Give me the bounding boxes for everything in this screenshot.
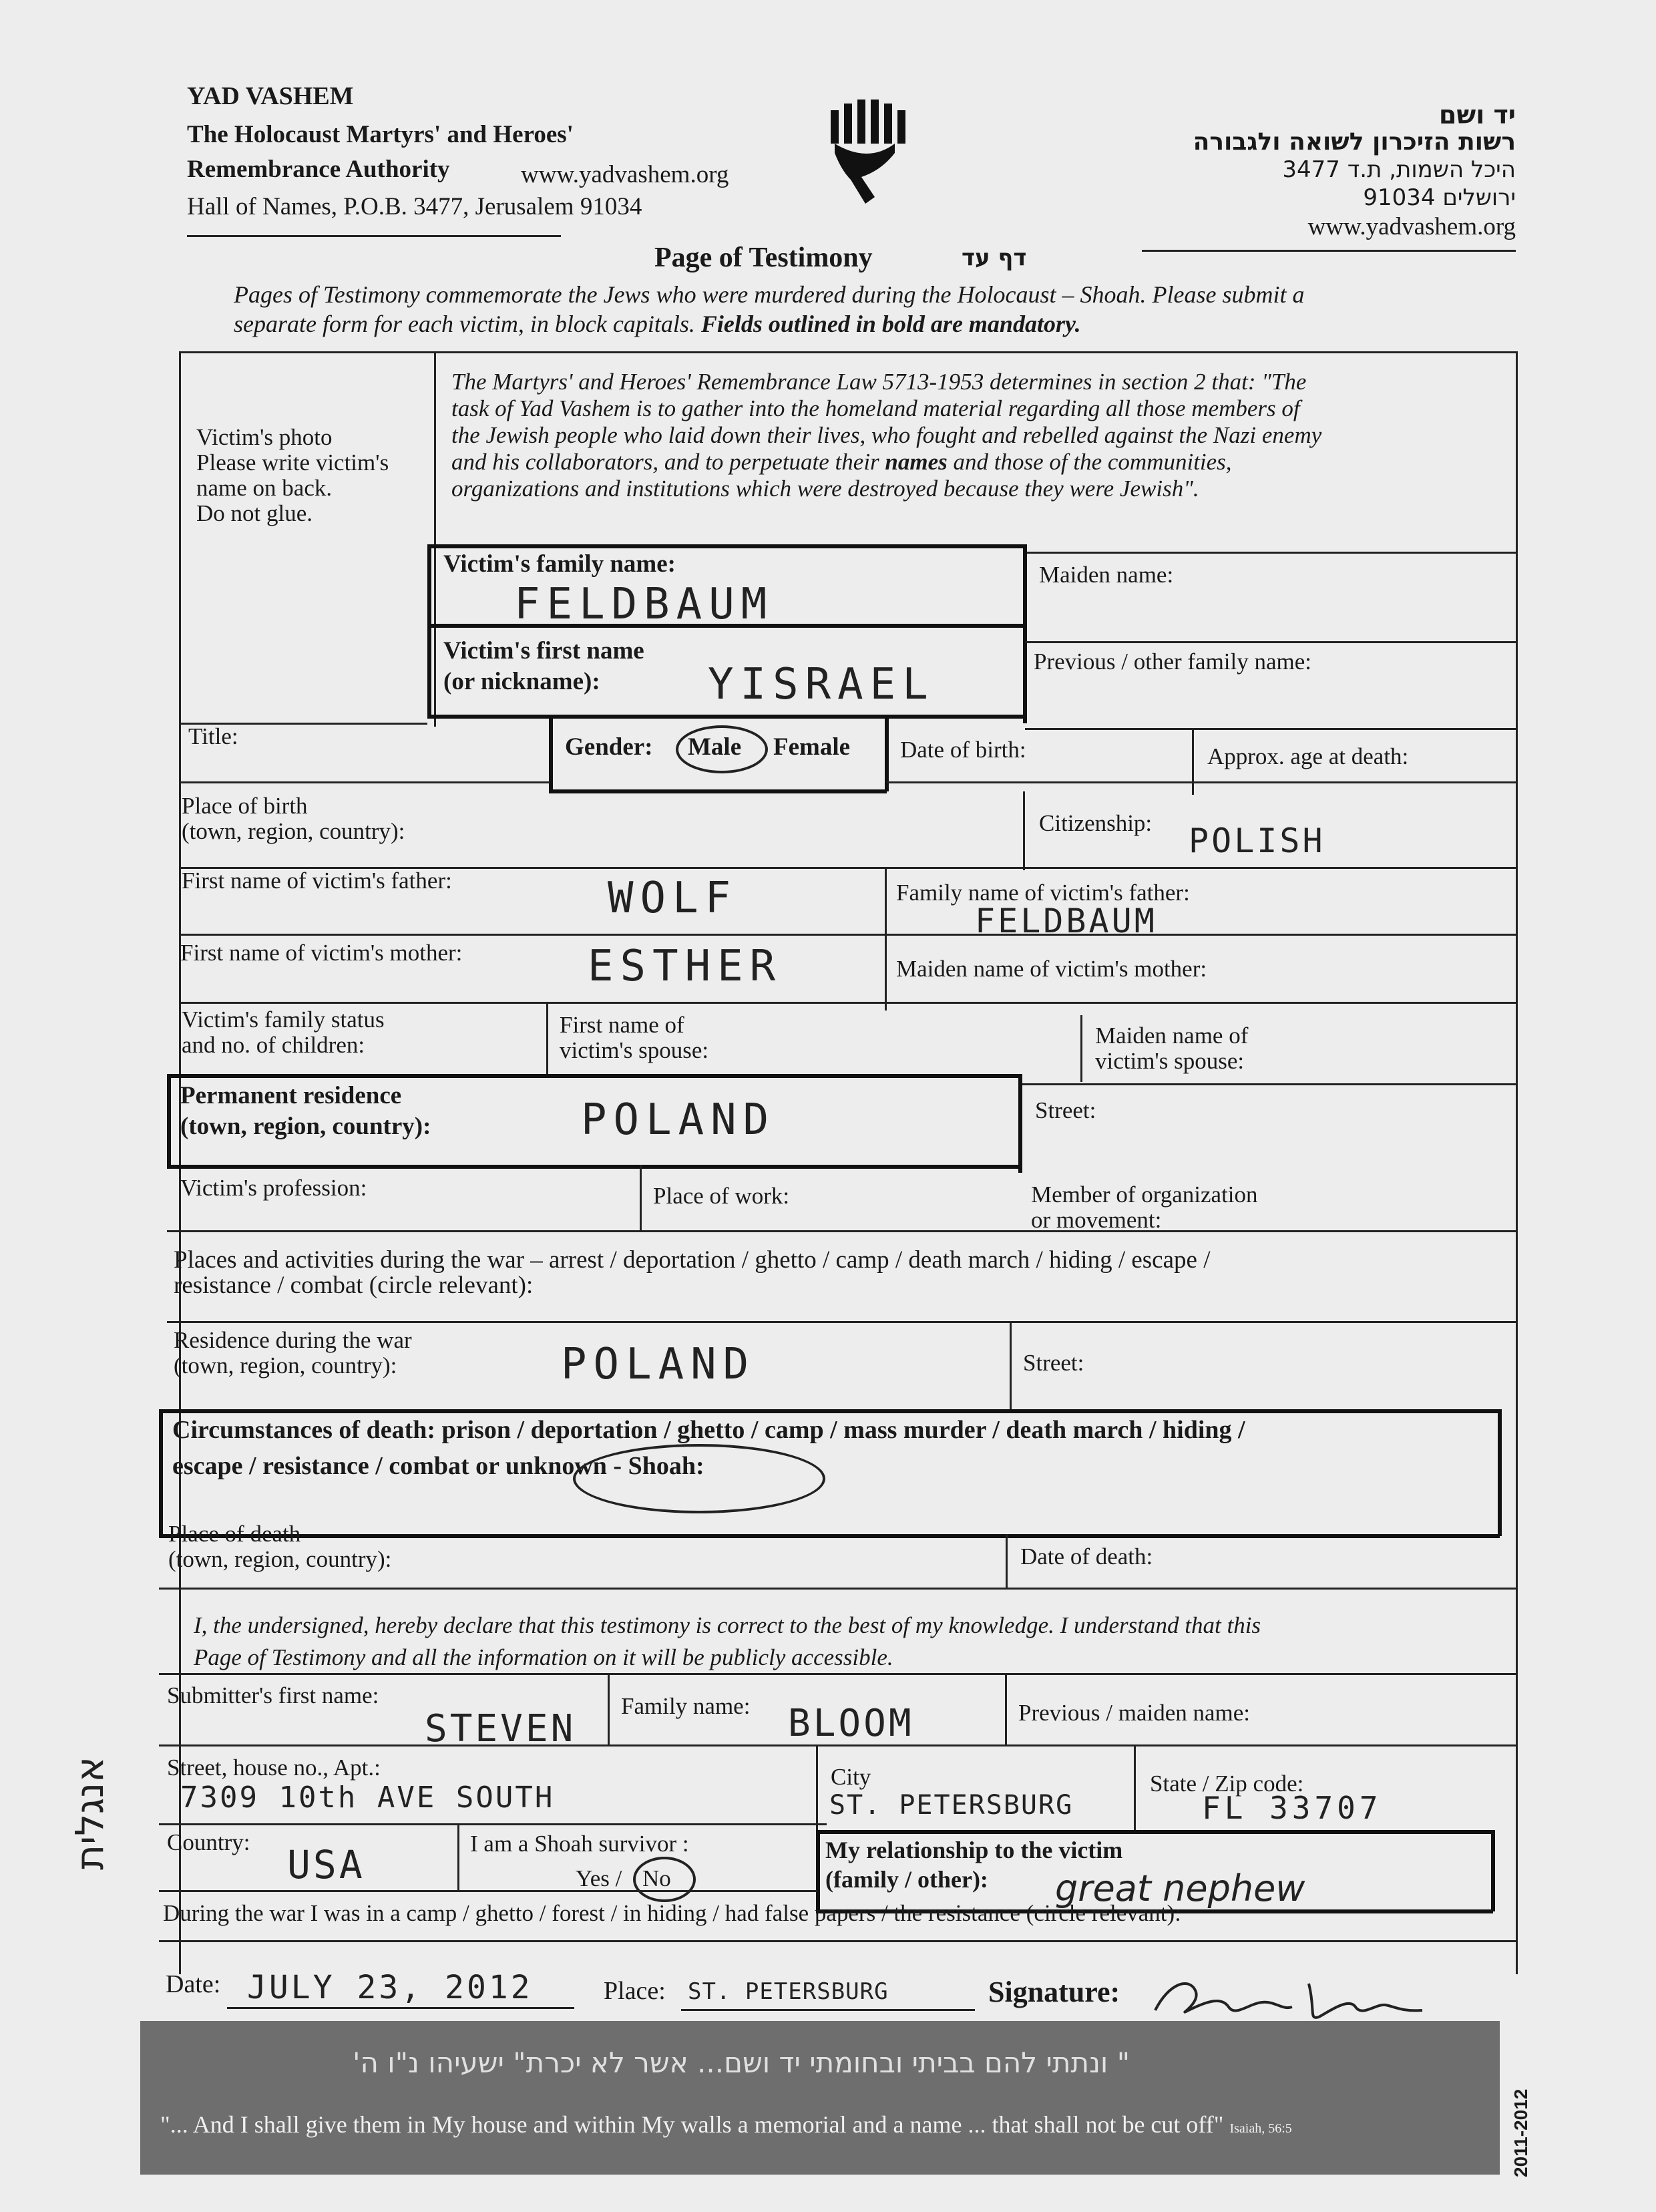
- submitter-family-label: Family name:: [621, 1693, 751, 1719]
- photo-instruction: Victim's photo Please write victim's name on back. Do not glue.: [196, 424, 389, 526]
- spouse-maiden-label: Maiden name of victim's spouse:: [1095, 1023, 1249, 1074]
- place-value[interactable]: ST. PETERSBURG: [688, 1978, 889, 2005]
- maiden-name-label: Maiden name:: [1039, 562, 1174, 588]
- gender-female-option[interactable]: Female: [773, 733, 851, 761]
- submitter-country-label: Country:: [167, 1829, 250, 1855]
- war-residence-value[interactable]: POLAND: [561, 1340, 756, 1389]
- date-label: Date:: [166, 1970, 221, 1998]
- pob-label: Place of birth (town, region, country):: [182, 793, 405, 844]
- date-value[interactable]: JULY 23, 2012: [247, 1969, 533, 2006]
- website-left[interactable]: www.yadvashem.org: [521, 161, 729, 188]
- form-year: 2011-2012: [1510, 2088, 1531, 2177]
- submitter-street-value[interactable]: 7309 10th AVE SOUTH: [180, 1781, 555, 1815]
- father-family-label: Family name of victim's father:: [896, 880, 1190, 906]
- org-line-2: Remembrance Authority: [187, 156, 450, 183]
- place-label: Place:: [604, 1977, 666, 2005]
- father-first-label: First name of victim's father:: [182, 868, 452, 894]
- work-label: Place of work:: [653, 1183, 790, 1209]
- previous-name-label: Previous / other family name:: [1034, 649, 1312, 675]
- unknown-shoah-circle: [573, 1444, 825, 1513]
- submitter-state-value[interactable]: FL 33707: [1202, 1790, 1382, 1826]
- submitter-family-value[interactable]: BLOOM: [788, 1702, 914, 1745]
- dob-label: Date of birth:: [900, 737, 1026, 763]
- submitter-prev-label: Previous / maiden name:: [1018, 1700, 1251, 1726]
- circumstances-text: Circumstances of death: prison / deportation / ghetto / camp / mass murder / death march / hiding / escape / resistance / combat or unknown - Shoah:: [172, 1416, 1245, 1480]
- gender-label: Gender:: [565, 733, 653, 761]
- residence-value[interactable]: POLAND: [581, 1095, 776, 1145]
- gender-male-option[interactable]: Male: [688, 733, 742, 761]
- member-label: Member of organization or movement:: [1031, 1181, 1258, 1233]
- page-title: Page of Testimony: [654, 242, 873, 273]
- profession-label: Victim's profession:: [180, 1175, 367, 1201]
- org-line-1: The Holocaust Martyrs' and Heroes': [187, 121, 574, 148]
- places-activities-text: Places and activities during the war – arrest / deportation / ghetto / camp / death march / hiding / escape / resistance / combat (circle relevant):: [174, 1246, 1211, 1299]
- law-text: The Martyrs' and Heroes' Remembrance Law 5713-1953 determines in section 2 that: "The task of Yad Vashem is to gather into the homeland material regarding all those members of the Jewish people who laid down their lives, who fought and rebelled against the Nazi enemy and his collaborators, and to perpetuate their names and those of the communities, organizations and institutions which were destroyed because they were Jewish".: [451, 369, 1322, 502]
- hebrew-address: היכל השמות, ת.ד 3477: [1282, 156, 1516, 183]
- survivor-yes-option[interactable]: Yes /: [576, 1865, 622, 1891]
- mother-maiden-label: Maiden name of victim's mother:: [896, 956, 1207, 982]
- hebrew-org-name: יד ושם: [1438, 100, 1516, 130]
- submitter-city-value[interactable]: ST. PETERSBURG: [829, 1790, 1074, 1821]
- during-war-text: During the war I was in a camp / ghetto / forest / in hiding / had false papers / the resistance (circle relevant):: [163, 1900, 1181, 1926]
- relationship-value[interactable]: great nephew: [1055, 1867, 1305, 1909]
- footer-english-quote: "... And I shall give them in My house and within My walls a memorial and a name ... that shall not be cut off" Isaiah, 56:5: [160, 2111, 1292, 2138]
- survivor-no-option[interactable]: No: [642, 1865, 671, 1891]
- gender-male-circle: [676, 725, 768, 773]
- title-label: Title:: [188, 723, 238, 749]
- margin-handwritten-note: אנגלית: [67, 1757, 112, 1870]
- first-name-label: Victim's first name (or nickname):: [443, 637, 644, 695]
- yad-vashem-logo: [828, 97, 908, 210]
- footer-band: [140, 2021, 1500, 2175]
- submitter-state-label: State / Zip code:: [1150, 1771, 1304, 1797]
- hebrew-city: ירושלים 91034: [1363, 184, 1516, 211]
- org-name: YAD VASHEM: [187, 82, 354, 110]
- family-status-label: Victim's family status and no. of children:: [182, 1006, 385, 1058]
- first-name-value[interactable]: YISRAEL: [708, 660, 935, 709]
- family-name-value[interactable]: FELDBAUM: [514, 580, 774, 629]
- submitter-street-label: Street, house no., Apt.:: [167, 1755, 381, 1781]
- citizenship-value[interactable]: POLISH: [1189, 821, 1325, 860]
- father-family-value[interactable]: FELDBAUM: [975, 902, 1157, 940]
- hebrew-org-line-2: רשות הזיכרון לשואה ולגבורה: [1193, 128, 1516, 156]
- mother-first-value[interactable]: ESTHER: [588, 942, 783, 991]
- mother-first-label: First name of victim's mother:: [180, 940, 463, 966]
- footer-hebrew-quote: " ונתתי להם בביתי ובחומתי יד ושם... אשר לא יכרת" ישעיהו נ"ו ה': [352, 2046, 1130, 2079]
- submitter-country-value[interactable]: USA: [287, 1842, 365, 1887]
- declaration-text: I, the undersigned, hereby declare that this testimony is correct to the best of my knowledge. I understand that this Page of Testimony and all the information on it will be publicly accessible.: [194, 1612, 1261, 1670]
- survivor-label: I am a Shoah survivor :: [470, 1831, 689, 1857]
- signature-label: Signature:: [988, 1976, 1120, 2008]
- pod-label: Place of death (town, region, country):: [168, 1521, 392, 1572]
- war-residence-label: Residence during the war (town, region, country):: [174, 1327, 412, 1378]
- dod-label: Date of death:: [1020, 1543, 1153, 1570]
- street-label: Street:: [1035, 1097, 1096, 1123]
- war-street-label: Street:: [1023, 1350, 1084, 1376]
- citizenship-label: Citizenship:: [1039, 810, 1153, 836]
- intro-line-2: separate form for each victim, in block capitals. Fields outlined in bold are mandatory.: [234, 311, 1081, 337]
- submitter-first-value[interactable]: STEVEN: [425, 1707, 576, 1750]
- survivor-no-circle: [633, 1857, 696, 1902]
- website-right[interactable]: www.yadvashem.org: [1307, 213, 1516, 240]
- submitter-city-label: City: [831, 1764, 871, 1790]
- relationship-label: My relationship to the victim (family / other):: [825, 1837, 1123, 1893]
- address-left: Hall of Names, P.O.B. 3477, Jerusalem 91034: [187, 193, 642, 220]
- father-first-value[interactable]: WOLF: [608, 874, 738, 923]
- page-title-hebrew: דף עד: [962, 244, 1027, 271]
- spouse-first-label: First name of victim's spouse:: [560, 1012, 709, 1063]
- submitter-first-label: Submitter's first name:: [167, 1682, 379, 1708]
- age-label: Approx. age at death:: [1207, 743, 1409, 769]
- residence-label: Permanent residence (town, region, country):: [180, 1082, 431, 1140]
- family-name-label: Victim's family name:: [443, 550, 676, 578]
- intro-line-1: Pages of Testimony commemorate the Jews who were murdered during the Holocaust – Shoah. Please submit a: [234, 281, 1305, 308]
